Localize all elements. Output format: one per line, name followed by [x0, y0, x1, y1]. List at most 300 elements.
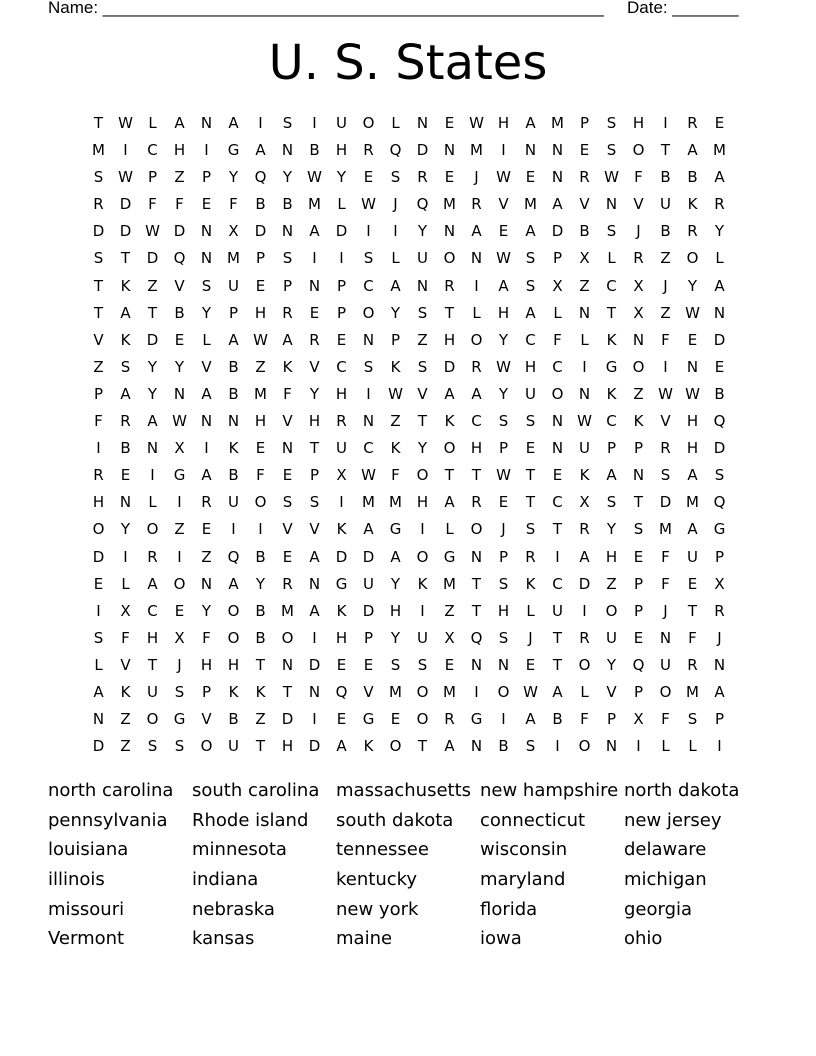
grid-letter[interactable]: K — [606, 330, 617, 349]
grid-letter[interactable]: W — [496, 168, 511, 187]
grid-letter[interactable]: O — [416, 710, 429, 729]
grid-letter[interactable]: Z — [120, 710, 131, 729]
grid-letter[interactable]: T — [120, 249, 131, 268]
grid-letter[interactable]: S — [606, 222, 617, 241]
grid-letter[interactable]: B — [687, 168, 698, 187]
grid-letter[interactable]: B — [255, 547, 266, 566]
grid-letter[interactable]: X — [633, 710, 644, 729]
grid-letter[interactable]: B — [255, 195, 266, 214]
grid-letter[interactable]: L — [121, 574, 130, 593]
grid-letter[interactable]: C — [336, 357, 347, 376]
grid-letter[interactable]: Y — [228, 168, 239, 187]
grid-letter[interactable]: N — [578, 303, 591, 322]
grid-letter[interactable]: X — [336, 466, 347, 485]
grid-letter[interactable]: C — [147, 141, 158, 160]
grid-letter[interactable]: L — [202, 330, 211, 349]
grid-letter[interactable]: A — [687, 520, 698, 539]
grid-letter[interactable]: N — [605, 195, 618, 214]
grid-letter[interactable]: P — [201, 682, 212, 701]
grid-letter[interactable]: S — [606, 114, 617, 132]
grid-letter[interactable]: Y — [687, 276, 698, 295]
grid-letter[interactable]: F — [661, 574, 670, 593]
grid-letter[interactable]: A — [309, 547, 320, 566]
grid-letter[interactable]: D — [362, 547, 375, 566]
grid-letter[interactable]: I — [312, 710, 317, 729]
grid-letter[interactable]: N — [416, 276, 429, 295]
grid-letter[interactable]: O — [470, 520, 483, 539]
grid-letter[interactable]: S — [282, 114, 293, 132]
grid-letter[interactable]: B — [552, 710, 563, 729]
grid-letter[interactable]: T — [444, 466, 455, 485]
grid-letter[interactable]: K — [390, 357, 401, 376]
grid-letter[interactable]: W — [118, 114, 133, 132]
grid-letter[interactable]: S — [93, 628, 104, 647]
grid-letter[interactable]: I — [582, 601, 587, 620]
grid-letter[interactable]: Y — [417, 222, 428, 241]
grid-letter[interactable]: I — [96, 601, 101, 620]
grid-letter[interactable]: R — [336, 412, 347, 431]
grid-letter[interactable]: L — [337, 195, 346, 214]
grid-letter[interactable]: P — [714, 547, 725, 566]
grid-letter[interactable]: W — [307, 168, 322, 187]
grid-letter[interactable]: I — [312, 249, 317, 268]
grid-letter[interactable]: D — [146, 330, 159, 349]
grid-letter[interactable]: E — [390, 710, 401, 729]
grid-letter[interactable]: N — [470, 655, 483, 674]
grid-letter[interactable]: I — [312, 114, 317, 132]
grid-letter[interactable]: T — [633, 493, 644, 512]
grid-letter[interactable]: M — [389, 682, 402, 701]
grid-letter[interactable]: P — [363, 628, 374, 647]
grid-letter[interactable]: E — [498, 222, 509, 241]
grid-letter[interactable]: Y — [147, 384, 158, 403]
grid-letter[interactable]: D — [119, 195, 132, 214]
grid-letter[interactable]: V — [633, 195, 644, 214]
grid-letter[interactable]: P — [309, 466, 320, 485]
grid-letter[interactable]: G — [605, 357, 618, 376]
grid-letter[interactable]: A — [120, 303, 131, 322]
grid-letter[interactable]: D — [713, 330, 726, 349]
grid-letter[interactable]: N — [416, 114, 429, 132]
grid-letter[interactable]: H — [335, 628, 348, 647]
grid-letter[interactable]: O — [551, 384, 564, 403]
grid-letter[interactable]: A — [552, 195, 563, 214]
grid-letter[interactable]: K — [282, 357, 293, 376]
grid-letter[interactable]: E — [498, 493, 509, 512]
grid-letter[interactable]: P — [633, 574, 644, 593]
grid-letter[interactable]: Y — [498, 330, 509, 349]
grid-letter[interactable]: P — [579, 114, 590, 132]
grid-letter[interactable]: X — [552, 276, 563, 295]
grid-letter[interactable]: R — [93, 195, 104, 214]
grid-letter[interactable]: B — [660, 168, 671, 187]
grid-letter[interactable]: V — [309, 357, 320, 376]
grid-letter[interactable]: M — [227, 249, 240, 268]
grid-letter[interactable]: F — [553, 330, 562, 349]
grid-letter[interactable]: I — [177, 547, 182, 566]
grid-letter[interactable]: D — [119, 222, 132, 241]
grid-letter[interactable]: J — [501, 520, 506, 539]
grid-letter[interactable]: X — [174, 628, 185, 647]
date-field[interactable]: Date: _______ — [627, 0, 739, 17]
grid-letter[interactable]: N — [605, 737, 618, 756]
grid-letter[interactable]: I — [123, 141, 128, 160]
grid-letter[interactable]: B — [579, 222, 590, 241]
grid-letter[interactable]: X — [120, 601, 131, 620]
grid-letter[interactable]: Z — [660, 249, 671, 268]
grid-letter[interactable]: H — [200, 655, 213, 674]
grid-letter[interactable]: F — [175, 195, 184, 214]
grid-letter[interactable]: S — [525, 276, 536, 295]
grid-letter[interactable]: M — [659, 520, 672, 539]
grid-letter[interactable]: H — [92, 493, 105, 512]
grid-letter[interactable]: T — [417, 412, 428, 431]
grid-letter[interactable]: O — [632, 141, 645, 160]
grid-letter[interactable]: H — [335, 141, 348, 160]
grid-letter[interactable]: J — [528, 628, 533, 647]
grid-letter[interactable]: S — [498, 412, 509, 431]
grid-letter[interactable]: A — [471, 222, 482, 241]
grid-letter[interactable]: Q — [416, 195, 429, 214]
grid-letter[interactable]: A — [498, 276, 509, 295]
grid-letter[interactable]: Y — [201, 601, 212, 620]
grid-letter[interactable]: A — [687, 466, 698, 485]
grid-letter[interactable]: N — [281, 439, 294, 458]
grid-letter[interactable]: J — [393, 195, 398, 214]
grid-letter[interactable]: T — [552, 520, 563, 539]
grid-letter[interactable]: A — [390, 547, 401, 566]
grid-letter[interactable]: S — [309, 493, 320, 512]
grid-letter[interactable]: A — [147, 574, 158, 593]
grid-letter[interactable]: H — [497, 114, 510, 132]
grid-letter[interactable]: Y — [309, 384, 320, 403]
grid-letter[interactable]: U — [147, 682, 158, 701]
grid-letter[interactable]: A — [228, 574, 239, 593]
grid-letter[interactable]: S — [606, 493, 617, 512]
grid-letter[interactable]: R — [660, 439, 671, 458]
grid-letter[interactable]: S — [417, 655, 428, 674]
grid-letter[interactable]: I — [204, 141, 209, 160]
grid-letter[interactable]: N — [281, 141, 294, 160]
grid-letter[interactable]: T — [93, 303, 104, 322]
grid-letter[interactable]: R — [687, 222, 698, 241]
grid-letter[interactable]: F — [256, 466, 265, 485]
grid-letter[interactable]: N — [173, 384, 186, 403]
grid-letter[interactable]: N — [281, 655, 294, 674]
grid-letter[interactable]: J — [636, 222, 641, 241]
grid-letter[interactable]: M — [686, 682, 699, 701]
grid-letter[interactable]: D — [254, 222, 267, 241]
grid-letter[interactable]: R — [633, 249, 644, 268]
grid-letter[interactable]: A — [120, 384, 131, 403]
grid-letter[interactable]: V — [201, 357, 212, 376]
grid-letter[interactable]: W — [685, 303, 700, 322]
grid-letter[interactable]: M — [443, 682, 456, 701]
grid-letter[interactable]: L — [526, 601, 535, 620]
grid-letter[interactable]: I — [96, 439, 101, 458]
grid-letter[interactable]: L — [391, 114, 400, 132]
grid-letter[interactable]: P — [633, 682, 644, 701]
grid-letter[interactable]: T — [606, 303, 617, 322]
grid-letter[interactable]: T — [471, 466, 482, 485]
grid-letter[interactable]: C — [363, 439, 374, 458]
grid-letter[interactable]: U — [552, 601, 563, 620]
grid-letter[interactable]: A — [228, 330, 239, 349]
grid-letter[interactable]: H — [254, 412, 267, 431]
grid-letter[interactable]: Y — [606, 655, 617, 674]
grid-letter[interactable]: D — [416, 141, 429, 160]
grid-letter[interactable]: I — [420, 601, 425, 620]
grid-letter[interactable]: W — [496, 249, 511, 268]
grid-letter[interactable]: I — [150, 466, 155, 485]
grid-letter[interactable]: N — [632, 330, 645, 349]
grid-letter[interactable]: W — [172, 412, 187, 431]
grid-letter[interactable]: M — [308, 195, 321, 214]
grid-letter[interactable]: B — [228, 466, 239, 485]
grid-letter[interactable]: O — [173, 574, 186, 593]
grid-letter[interactable]: A — [606, 466, 617, 485]
grid-letter[interactable]: R — [471, 357, 482, 376]
grid-letter[interactable]: N — [443, 222, 456, 241]
grid-letter[interactable]: D — [92, 222, 105, 241]
grid-letter[interactable]: Z — [390, 412, 401, 431]
grid-letter[interactable]: V — [120, 655, 131, 674]
grid-letter[interactable]: F — [391, 466, 400, 485]
grid-letter[interactable]: Z — [201, 547, 212, 566]
grid-letter[interactable]: O — [686, 249, 699, 268]
grid-letter[interactable]: R — [93, 466, 104, 485]
grid-letter[interactable]: E — [714, 357, 725, 376]
grid-letter[interactable]: M — [362, 493, 375, 512]
grid-letter[interactable]: H — [632, 114, 645, 132]
grid-letter[interactable]: D — [281, 710, 294, 729]
grid-letter[interactable]: R — [147, 547, 158, 566]
grid-letter[interactable]: I — [177, 493, 182, 512]
grid-letter[interactable]: N — [200, 222, 213, 241]
grid-letter[interactable]: P — [606, 710, 617, 729]
grid-letter[interactable]: S — [93, 249, 104, 268]
grid-letter[interactable]: W — [604, 168, 619, 187]
grid-letter[interactable]: L — [580, 682, 589, 701]
grid-letter[interactable]: R — [714, 195, 725, 214]
grid-letter[interactable]: A — [336, 737, 347, 756]
grid-letter[interactable]: Y — [174, 357, 185, 376]
grid-letter[interactable]: J — [663, 601, 668, 620]
grid-letter[interactable]: W — [388, 384, 403, 403]
grid-letter[interactable]: D — [92, 547, 105, 566]
grid-letter[interactable]: B — [120, 439, 131, 458]
grid-letter[interactable]: N — [659, 628, 672, 647]
grid-letter[interactable]: S — [120, 357, 131, 376]
grid-letter[interactable]: A — [525, 114, 536, 132]
grid-letter[interactable]: R — [444, 710, 455, 729]
grid-letter[interactable]: K — [417, 574, 428, 593]
grid-letter[interactable]: T — [417, 737, 428, 756]
grid-letter[interactable]: V — [579, 195, 590, 214]
grid-letter[interactable]: Y — [255, 574, 266, 593]
grid-letter[interactable]: N — [227, 412, 240, 431]
grid-letter[interactable]: D — [308, 655, 321, 674]
grid-letter[interactable]: B — [174, 303, 185, 322]
grid-letter[interactable]: A — [309, 601, 320, 620]
grid-letter[interactable]: N — [308, 574, 321, 593]
grid-letter[interactable]: S — [390, 168, 401, 187]
grid-letter[interactable]: N — [200, 114, 213, 132]
grid-letter[interactable]: W — [361, 466, 376, 485]
grid-letter[interactable]: L — [715, 249, 724, 268]
grid-letter[interactable]: N — [200, 574, 213, 593]
grid-letter[interactable]: Q — [632, 655, 645, 674]
grid-letter[interactable]: R — [714, 601, 725, 620]
grid-letter[interactable]: P — [606, 439, 617, 458]
grid-letter[interactable]: C — [552, 357, 563, 376]
grid-letter[interactable]: R — [687, 114, 698, 132]
grid-letter[interactable]: H — [686, 439, 699, 458]
grid-letter[interactable]: I — [339, 493, 344, 512]
grid-letter[interactable]: G — [173, 466, 186, 485]
grid-letter[interactable]: H — [686, 412, 699, 431]
grid-letter[interactable]: I — [663, 357, 668, 376]
grid-letter[interactable]: W — [253, 330, 268, 349]
grid-letter[interactable]: G — [362, 710, 375, 729]
grid-letter[interactable]: E — [714, 114, 725, 132]
grid-letter[interactable]: R — [471, 493, 482, 512]
grid-letter[interactable]: E — [120, 466, 131, 485]
grid-letter[interactable]: Y — [417, 439, 428, 458]
grid-letter[interactable]: F — [94, 412, 103, 431]
grid-letter[interactable]: U — [363, 574, 374, 593]
grid-letter[interactable]: N — [92, 710, 105, 729]
grid-letter[interactable]: M — [254, 384, 267, 403]
grid-letter[interactable]: K — [336, 601, 347, 620]
grid-letter[interactable]: A — [444, 384, 455, 403]
grid-letter[interactable]: I — [636, 737, 641, 756]
grid-letter[interactable]: X — [633, 303, 644, 322]
grid-letter[interactable]: A — [525, 303, 536, 322]
grid-letter[interactable]: T — [147, 655, 158, 674]
grid-letter[interactable]: P — [498, 439, 509, 458]
grid-letter[interactable]: N — [632, 466, 645, 485]
grid-letter[interactable]: Z — [174, 168, 185, 187]
grid-letter[interactable]: H — [335, 384, 348, 403]
grid-letter[interactable]: D — [173, 222, 186, 241]
grid-letter[interactable]: V — [498, 195, 509, 214]
grid-letter[interactable]: P — [552, 249, 563, 268]
grid-letter[interactable]: A — [714, 276, 725, 295]
grid-letter[interactable]: K — [120, 682, 131, 701]
grid-letter[interactable]: K — [228, 682, 239, 701]
grid-letter[interactable]: A — [255, 141, 266, 160]
grid-letter[interactable]: C — [606, 412, 617, 431]
grid-letter[interactable]: F — [634, 168, 643, 187]
grid-letter[interactable]: N — [470, 547, 483, 566]
grid-letter[interactable]: P — [336, 303, 347, 322]
grid-letter[interactable]: M — [551, 114, 564, 132]
grid-letter[interactable]: I — [258, 114, 263, 132]
grid-letter[interactable]: E — [282, 466, 293, 485]
grid-letter[interactable]: J — [663, 276, 668, 295]
grid-letter[interactable]: D — [362, 601, 375, 620]
grid-letter[interactable]: Y — [390, 628, 401, 647]
grid-letter[interactable]: D — [308, 737, 321, 756]
grid-letter[interactable]: N — [551, 141, 564, 160]
grid-letter[interactable]: T — [471, 574, 482, 593]
grid-letter[interactable]: Z — [660, 303, 671, 322]
grid-letter[interactable]: T — [660, 141, 671, 160]
grid-letter[interactable]: F — [121, 628, 130, 647]
grid-letter[interactable]: S — [363, 357, 374, 376]
grid-letter[interactable]: O — [443, 439, 456, 458]
grid-letter[interactable]: H — [146, 628, 159, 647]
grid-letter[interactable]: P — [93, 384, 104, 403]
grid-letter[interactable]: A — [552, 682, 563, 701]
grid-letter[interactable]: F — [688, 628, 697, 647]
grid-letter[interactable]: F — [283, 384, 292, 403]
grid-letter[interactable]: S — [174, 682, 185, 701]
grid-letter[interactable]: C — [552, 493, 563, 512]
grid-letter[interactable]: O — [416, 466, 429, 485]
grid-letter[interactable]: P — [633, 601, 644, 620]
grid-letter[interactable]: D — [443, 357, 456, 376]
grid-letter[interactable]: E — [444, 655, 455, 674]
grid-letter[interactable]: A — [714, 168, 725, 187]
grid-letter[interactable]: K — [444, 412, 455, 431]
grid-letter[interactable]: N — [686, 357, 699, 376]
grid-letter[interactable]: O — [578, 737, 591, 756]
grid-letter[interactable]: S — [525, 737, 536, 756]
grid-letter[interactable]: V — [417, 384, 428, 403]
grid-letter[interactable]: S — [498, 574, 509, 593]
grid-letter[interactable]: R — [417, 168, 428, 187]
grid-letter[interactable]: A — [309, 222, 320, 241]
grid-letter[interactable]: S — [687, 710, 698, 729]
grid-letter[interactable]: Z — [579, 276, 590, 295]
grid-letter[interactable]: B — [714, 384, 725, 403]
grid-letter[interactable]: J — [177, 655, 182, 674]
grid-letter[interactable]: S — [147, 737, 158, 756]
grid-letter[interactable]: E — [336, 710, 347, 729]
grid-letter[interactable]: N — [578, 384, 591, 403]
grid-letter[interactable]: N — [524, 141, 537, 160]
grid-letter[interactable]: W — [469, 114, 484, 132]
grid-letter[interactable]: S — [525, 412, 536, 431]
grid-letter[interactable]: K — [120, 276, 131, 295]
grid-letter[interactable]: Y — [606, 520, 617, 539]
grid-letter[interactable]: G — [335, 574, 348, 593]
grid-letter[interactable]: I — [366, 222, 371, 241]
grid-letter[interactable]: E — [201, 195, 212, 214]
grid-letter[interactable]: S — [201, 276, 212, 295]
grid-letter[interactable]: A — [687, 141, 698, 160]
grid-letter[interactable]: Z — [93, 357, 104, 376]
grid-letter[interactable]: Z — [606, 574, 617, 593]
grid-letter[interactable]: W — [496, 357, 511, 376]
grid-letter[interactable]: N — [551, 412, 564, 431]
grid-letter[interactable]: O — [227, 628, 240, 647]
grid-letter[interactable]: L — [688, 737, 697, 756]
grid-letter[interactable]: E — [174, 330, 185, 349]
grid-letter[interactable]: N — [713, 655, 726, 674]
grid-letter[interactable]: W — [523, 682, 538, 701]
grid-letter[interactable]: Y — [201, 303, 212, 322]
grid-letter[interactable]: N — [551, 439, 564, 458]
grid-letter[interactable]: K — [687, 195, 698, 214]
grid-letter[interactable]: A — [282, 330, 293, 349]
grid-letter[interactable]: N — [308, 682, 321, 701]
grid-letter[interactable]: N — [146, 439, 159, 458]
grid-letter[interactable]: B — [255, 601, 266, 620]
grid-letter[interactable]: K — [363, 737, 374, 756]
